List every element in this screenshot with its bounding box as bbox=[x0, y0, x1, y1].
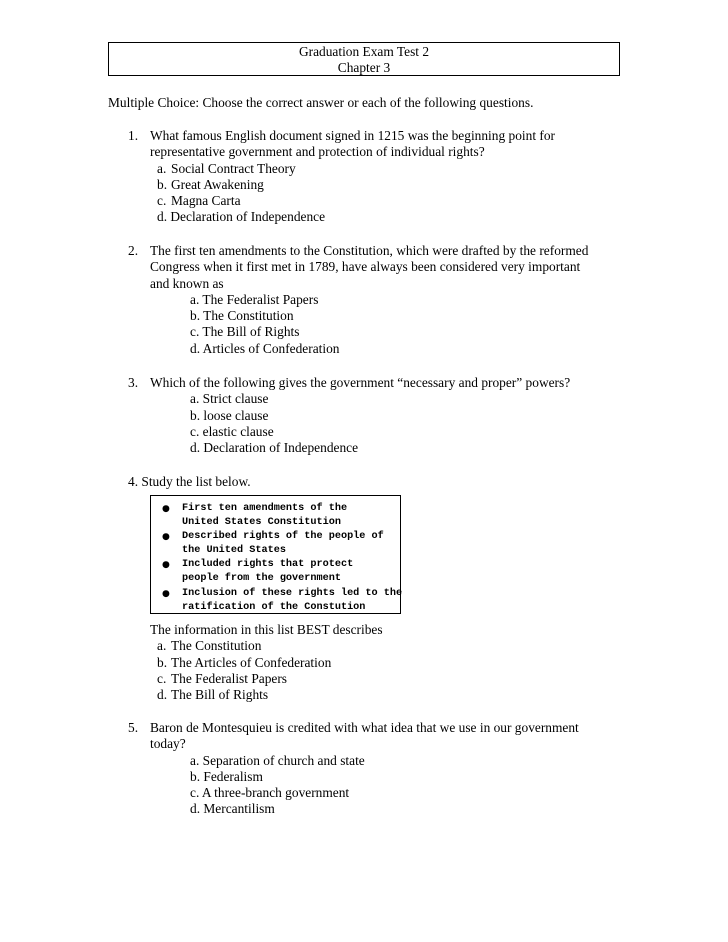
question-stem-line: representative government and protection of individual rights? bbox=[150, 144, 485, 160]
list-item: ● Inclusion of these rights led to the bbox=[151, 587, 400, 601]
question-4 bbox=[128, 622, 628, 703]
question-5 bbox=[128, 720, 628, 818]
question-stem: 1. What famous English document signed in 1215 was the beginning point for bbox=[128, 128, 556, 143]
answer-option-d: d. Mercantilism bbox=[190, 801, 275, 817]
answer-option-c: c. elastic clause bbox=[190, 423, 274, 439]
bullet-icon: ● bbox=[162, 504, 170, 514]
list-item-continued: the United States bbox=[182, 545, 286, 557]
question-number: 3. bbox=[128, 375, 139, 390]
answer-option-d: d. Declaration of Independence bbox=[157, 209, 326, 225]
question-stem-line: Congress when it first met in 1789, have always been considered very important bbox=[150, 259, 581, 275]
answer-option-b: b. Great Awakening bbox=[157, 176, 264, 192]
study-list-box bbox=[150, 495, 401, 614]
exam-title-box bbox=[108, 42, 620, 76]
list-item: ● Described rights of the people of bbox=[151, 530, 400, 544]
question-4-prompt: 4. Study the list below. bbox=[128, 474, 251, 489]
answer-option-a: a. The Constitution bbox=[157, 638, 262, 654]
answer-option-d: d. Declaration of Independence bbox=[190, 440, 359, 456]
answer-option-d: d. Articles of Confederation bbox=[190, 340, 340, 356]
question-stem: 3. Which of the following gives the government “necessary and proper” powers? bbox=[128, 375, 571, 390]
instructions: Multiple Choice: Choose the correct answer or each of the following questions. bbox=[108, 95, 534, 110]
question-number: 2. bbox=[128, 243, 139, 258]
list-item: ● Included rights that protect bbox=[151, 558, 400, 572]
question-2 bbox=[128, 243, 628, 357]
answer-option-a: a. Strict clause bbox=[190, 391, 269, 407]
list-item-continued: ratification of the Constution bbox=[182, 601, 366, 613]
list-item-continued: people from the government bbox=[182, 573, 341, 585]
answer-option-c: c. The Federalist Papers bbox=[157, 670, 288, 686]
answer-option-b: b. The Constitution bbox=[190, 308, 294, 324]
question-stem: The information in this list BEST describes bbox=[150, 622, 383, 637]
question-stem: 5. Baron de Montesquieu is credited with what idea that we use in our government bbox=[128, 720, 579, 735]
answer-option-b: b. Federalism bbox=[190, 768, 263, 784]
question-number: 1. bbox=[128, 128, 139, 143]
answer-option-a: a. The Federalist Papers bbox=[190, 291, 319, 307]
question-stem-line: and known as bbox=[150, 275, 224, 291]
question-number: 5. bbox=[128, 720, 139, 735]
question-1 bbox=[128, 128, 628, 226]
chapter-label: Chapter 3 bbox=[337, 60, 391, 75]
answer-option-a: a. Social Contract Theory bbox=[157, 160, 296, 176]
answer-option-d: d. The Bill of Rights bbox=[157, 687, 269, 703]
answer-option-a: a. Separation of church and state bbox=[190, 752, 365, 768]
bullet-icon: ● bbox=[162, 560, 170, 571]
question-stem: 2. The first ten amendments to the Constitution, which were drafted by the reformed bbox=[128, 243, 589, 258]
list-item: ● First ten amendments of the bbox=[151, 502, 400, 516]
answer-option-b: b. The Articles of Confederation bbox=[157, 654, 332, 670]
answer-option-b: b. loose clause bbox=[190, 407, 269, 423]
question-3 bbox=[128, 375, 628, 456]
answer-option-c: c. The Bill of Rights bbox=[190, 324, 300, 340]
answer-option-c: c. A three-branch government bbox=[190, 785, 350, 801]
answer-option-c: c. Magna Carta bbox=[157, 193, 241, 209]
list-item-continued: United States Constitution bbox=[182, 517, 341, 529]
bullet-icon: ● bbox=[162, 588, 170, 599]
exam-title: Graduation Exam Test 2 bbox=[298, 44, 430, 59]
bullet-icon: ● bbox=[162, 532, 170, 543]
question-stem-line: today? bbox=[150, 736, 186, 752]
